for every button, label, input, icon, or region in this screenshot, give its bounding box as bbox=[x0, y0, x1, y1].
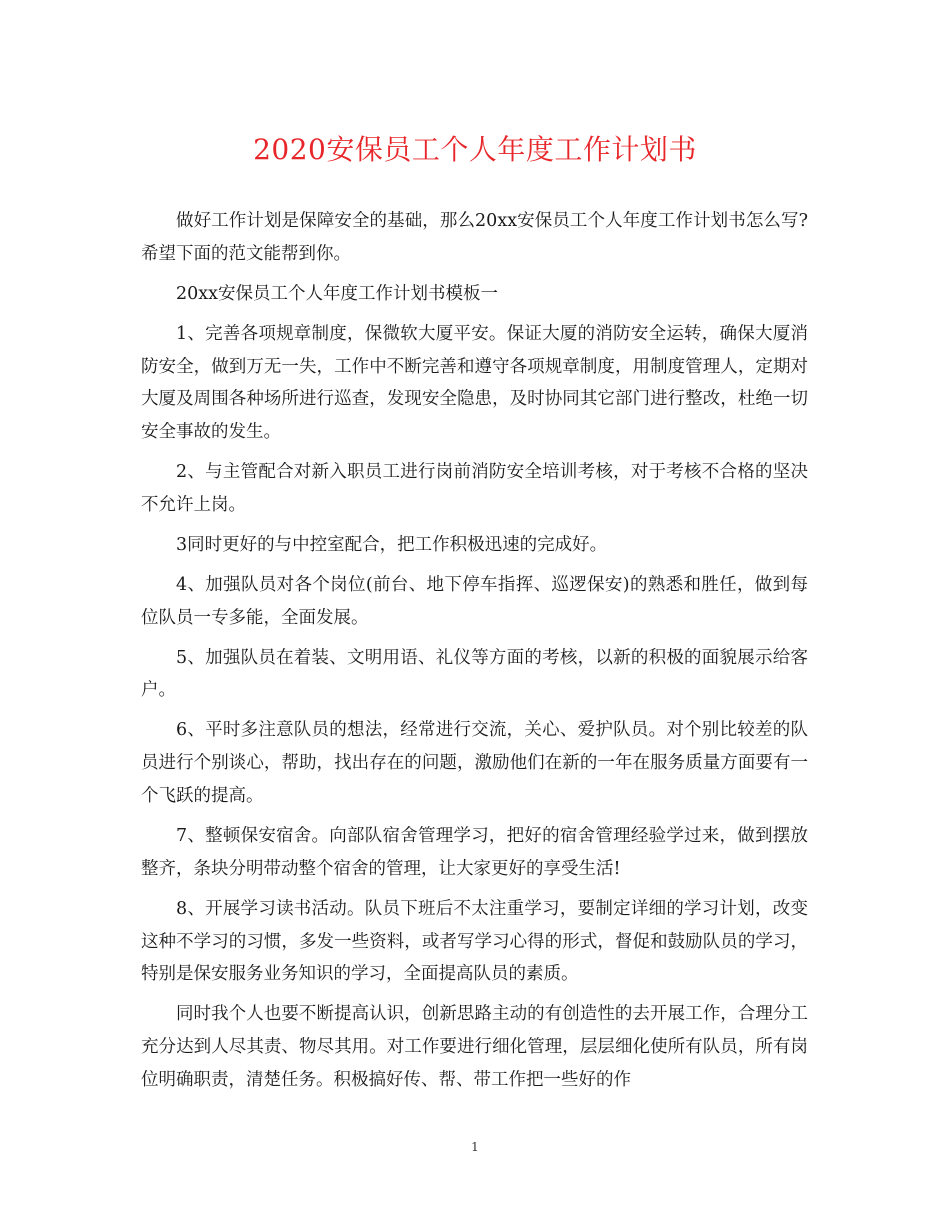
paragraph-item-2: 2、与主管配合对新入职员工进行岗前消防安全培训考核，对于考核不合格的坚决不允许上岗。 bbox=[141, 462, 808, 515]
paragraph-item-8: 8、开展学习读书活动。队员下班后不太注重学习，要制定详细的学习计划，改变这种不学习的习惯，多发一些资料，或者写学习心得的形式，督促和鼓励队员的学习，特别是保安服务业务知识的学习，全面提高队员的素质。 bbox=[141, 898, 808, 985]
paragraph-item-5: 5、加强队员在着装、文明用语、礼仪等方面的考核，以新的积极的面貌展示给客户。 bbox=[141, 647, 808, 701]
paragraph-item-7: 7、整顿保安宿舍。向部队宿舍管理学习，把好的宿舍管理经验学过来，做到摆放整齐，条块分明带动整个宿舍的管理，让大家更好的享受生活! bbox=[141, 826, 808, 879]
paragraph-template-heading: 20xx安保员工个人年度工作计划书模板一 bbox=[176, 283, 499, 304]
document-body bbox=[141, 205, 808, 1104]
paragraph-closing: 同时我个人也要不断提高认识，创新思路主动的有创造性的去开展工作，合理分工充分达到人尽其责、物尽其用。对工作要进行细化管理，层层细化使所有队员，所有岗位明确职责，清楚任务。积极搞好传、帮、带工作把一些好的作 bbox=[141, 1004, 808, 1090]
paragraph-intro: 做好工作计划是保障安全的基础，那么20xx安保员工个人年度工作计划书怎么写?希望下面的范文能帮到你。 bbox=[141, 211, 808, 264]
page-number: 1 bbox=[471, 1140, 479, 1154]
paragraph-item-6: 6、平时多注意队员的想法，经常进行交流，关心、爱护队员。对个别比较差的队员进行个别谈心，帮助，找出存在的问题，激励他们在新的一年在服务质量方面要有一个飞跃的提高。 bbox=[141, 720, 808, 807]
paragraph-item-1: 1、完善各项规章制度，保微软大厦平安。保证大厦的消防安全运转，确保大厦消防安全，做到万无一失，工作中不断完善和遵守各项规章制度，用制度管理人，定期对大厦及周围各种场所进行巡查，发现安全隐患，及时协同其它部门进行整改，杜绝一切安全事故的发生。 bbox=[141, 323, 808, 443]
paragraph-item-3: 3同时更好的与中控室配合，把工作积极迅速的完成好。 bbox=[176, 534, 608, 555]
document-title: 2020安保员工个人年度工作计划书 bbox=[253, 133, 697, 166]
paragraph-item-4: 4、加强队员对各个岗位(前台、地下停车指挥、巡逻保安)的熟悉和胜任，做到每位队员一专多能，全面发展。 bbox=[141, 574, 808, 628]
